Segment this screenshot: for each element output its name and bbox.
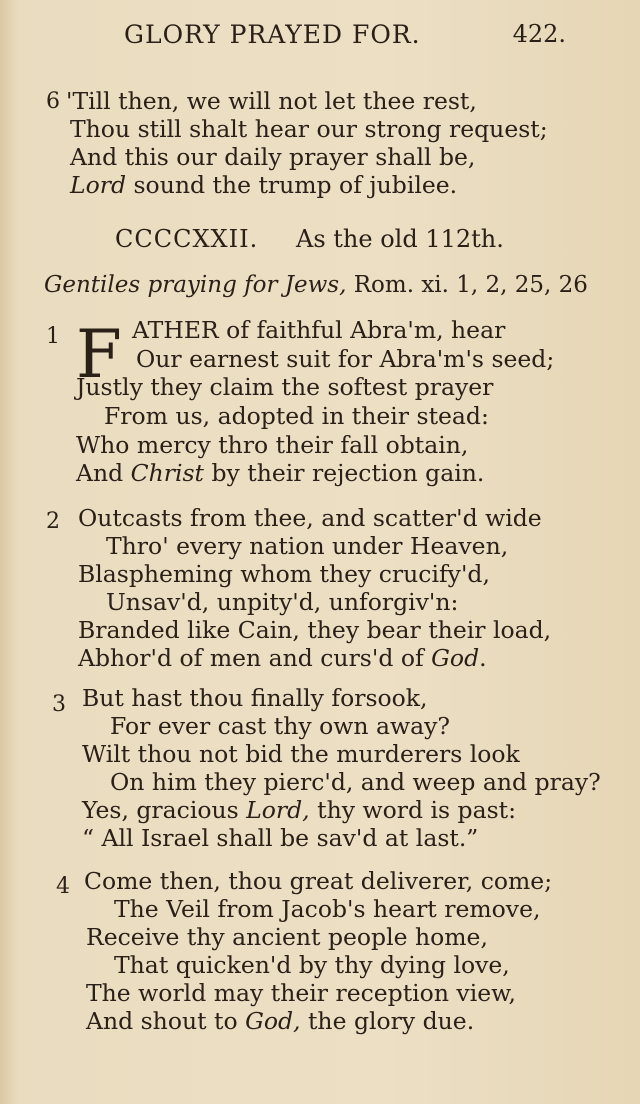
- verse-line: Justly they claim the softest prayer: [76, 373, 494, 401]
- verse-line: Thou still shalt hear our strong request;: [70, 115, 548, 143]
- verse-line: Receive thy ancient people home,: [86, 923, 488, 951]
- stanza-number: 1: [46, 324, 60, 349]
- verse-line: 'Till then, we will not let thee rest,: [66, 87, 477, 115]
- verse-line: Our earnest suit for Abra'm's seed;: [136, 345, 555, 373]
- verse-line: Come then, thou great deliverer, come;: [84, 867, 553, 895]
- running-title: GLORY PRAYED FOR.: [124, 20, 421, 49]
- verse-line: [76, 458, 484, 488]
- stanza-number: 3: [52, 692, 66, 717]
- page-number: 422.: [512, 20, 566, 48]
- verse-line: Outcasts from thee, and scatter'd wide: [78, 504, 542, 532]
- verse-line: Who mercy thro their fall obtain,: [76, 431, 469, 459]
- verse-line: Branded like Cain, they bear their load,: [78, 616, 552, 644]
- verse-text: And: [76, 459, 131, 487]
- italic-word: Lord: [70, 171, 127, 199]
- verse-line: From us, adopted in their stead:: [104, 402, 489, 430]
- verse-line: That quicken'd by thy dying love,: [114, 951, 510, 979]
- verse-line: The Veil from Jacob's heart remove,: [114, 895, 541, 923]
- verse-text: thy word is past:: [309, 796, 516, 824]
- hymn-subject: [44, 272, 588, 298]
- italic-word: God: [431, 644, 480, 672]
- verse-line: Unsav'd, unpity'd, unforgiv'n:: [106, 588, 459, 616]
- italic-word: Christ: [130, 459, 204, 487]
- verse-text: sound the trump of jubilee.: [126, 171, 458, 199]
- verse-line: For ever cast thy own away?: [110, 712, 451, 740]
- drop-cap: F: [76, 316, 122, 393]
- italic-word: Lord,: [246, 796, 310, 824]
- verse-line: Thro' every nation under Heaven,: [106, 532, 509, 560]
- verse-text: .: [479, 644, 487, 672]
- tune-name: As the old 112th.: [296, 225, 504, 253]
- verse-line: And this our daily prayer shall be,: [70, 143, 476, 171]
- stanza-number: 6: [46, 89, 60, 114]
- verse-line: But hast thou finally forsook,: [82, 684, 428, 712]
- verse-text: Abhor'd of men and curs'd of: [78, 644, 432, 672]
- verse-text: And shout to: [86, 1007, 246, 1035]
- stanza-number: 2: [46, 509, 60, 534]
- verse-line: Blaspheming whom they crucify'd,: [78, 560, 490, 588]
- verse-text: Yes, gracious: [82, 796, 247, 824]
- hymn-number: CCCCXXII.: [115, 225, 259, 253]
- scripture-reference: Rom. xi. 1, 2, 25, 26: [346, 272, 588, 298]
- verse-text: the glory due.: [300, 1007, 475, 1035]
- verse-line: “ All Israel shall be sav'd at last.”: [82, 824, 479, 852]
- italic-word: God,: [245, 1007, 301, 1035]
- verse-line: [86, 1006, 474, 1036]
- stanza-number: 4: [56, 874, 70, 899]
- verse-line: [70, 170, 457, 200]
- verse-text: by their rejection gain.: [204, 459, 485, 487]
- verse-line: ATHER of faithful Abra'm, hear: [132, 316, 506, 344]
- verse-line: On him they pierc'd, and weep and pray?: [110, 768, 601, 796]
- verse-line: [82, 795, 516, 825]
- subject-title: Gentiles praying for Jews,: [44, 272, 347, 298]
- verse-line: Wilt thou not bid the murderers look: [82, 740, 520, 768]
- verse-line: The world may their reception view,: [86, 979, 516, 1007]
- page-header: [0, 18, 640, 58]
- verse-line: [78, 643, 487, 673]
